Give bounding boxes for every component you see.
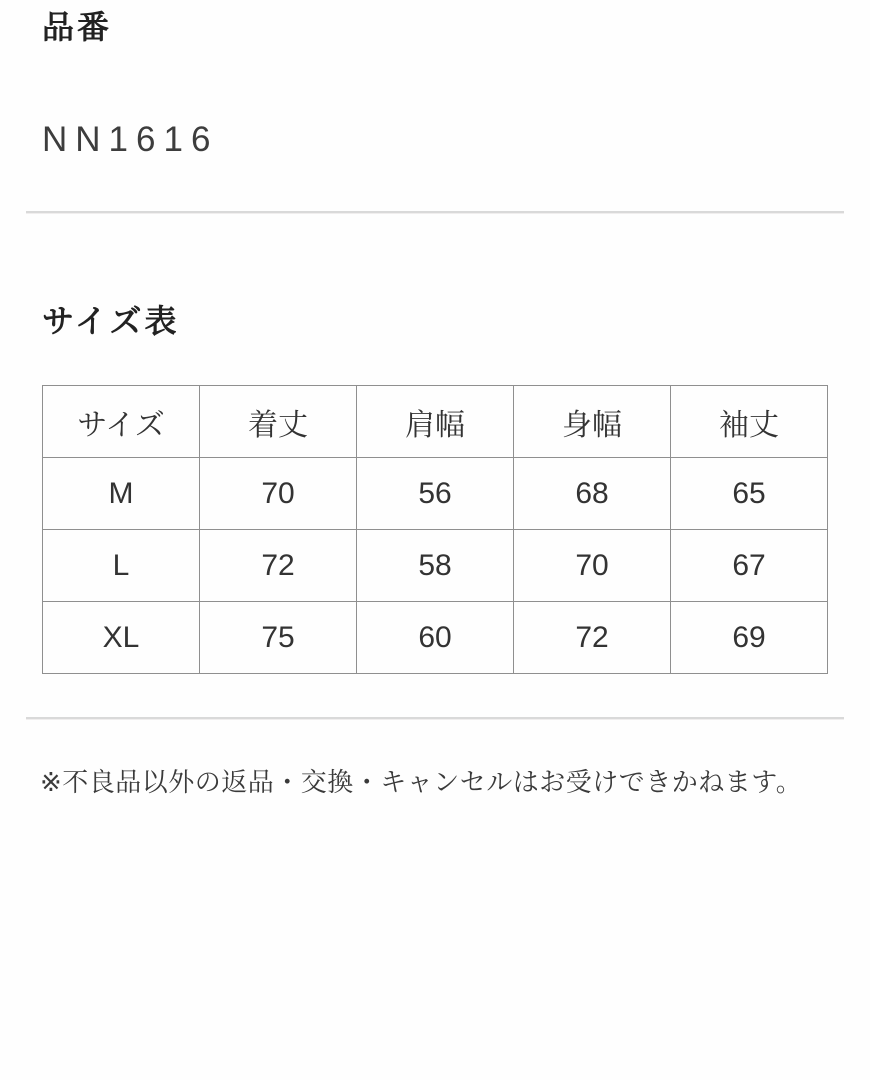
table-cell: 72 <box>514 602 671 674</box>
size-chart-heading: サイズ表 <box>42 303 180 339</box>
product-code: NN1616 <box>42 120 219 159</box>
table-cell-size: XL <box>43 602 200 674</box>
table-header-cell: サイズ <box>43 386 200 458</box>
table-cell: 70 <box>514 530 671 602</box>
divider <box>26 211 844 214</box>
return-policy-note: ※不良品以外の返品・交換・キャンセルはお受けできかねます。 <box>40 767 803 797</box>
table-header-cell: 身幅 <box>514 386 671 458</box>
table-header-cell: 肩幅 <box>357 386 514 458</box>
product-number-heading: 品番 <box>42 9 113 45</box>
table-row <box>43 530 828 602</box>
table-cell: 58 <box>357 530 514 602</box>
table-cell: 70 <box>200 458 357 530</box>
divider <box>26 717 844 720</box>
table-cell-size: L <box>43 530 200 602</box>
table-cell: 75 <box>200 602 357 674</box>
table-cell: 65 <box>671 458 828 530</box>
table-cell-size: M <box>43 458 200 530</box>
table-cell: 72 <box>200 530 357 602</box>
size-chart-table <box>42 385 828 674</box>
table-header-cell: 袖丈 <box>671 386 828 458</box>
table-header-cell: 着丈 <box>200 386 357 458</box>
table-cell: 69 <box>671 602 828 674</box>
table-cell: 68 <box>514 458 671 530</box>
table-row <box>43 458 828 530</box>
table-cell: 67 <box>671 530 828 602</box>
table-cell: 60 <box>357 602 514 674</box>
table-row <box>43 602 828 674</box>
table-header-row <box>43 386 828 458</box>
table-cell: 56 <box>357 458 514 530</box>
